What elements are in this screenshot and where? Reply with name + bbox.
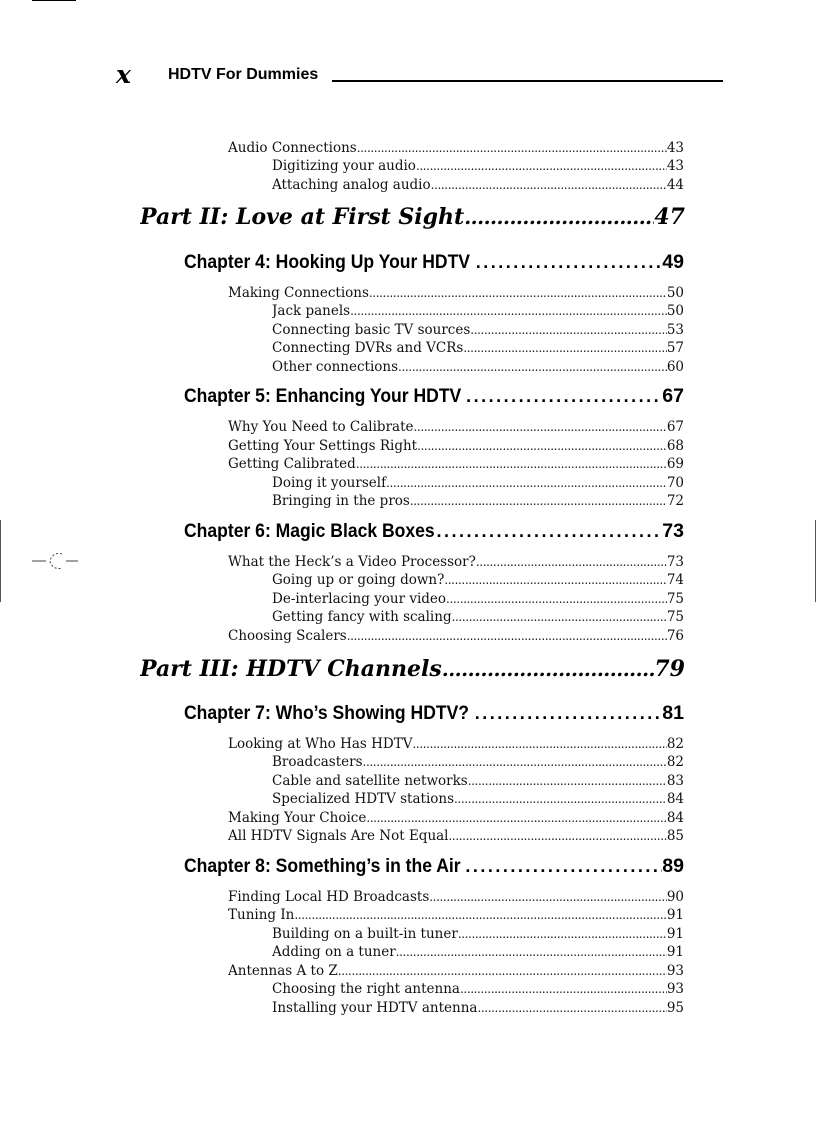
toc-entry[interactable]: Getting fancy with scaling ..... 75: [272, 608, 684, 626]
toc-entry[interactable]: Making Your Choice ..... 84: [228, 809, 684, 827]
page-header: [116, 62, 723, 88]
toc-entry[interactable]: Broadcasters ..... 82: [272, 753, 684, 771]
toc-entry[interactable]: Building on a built-in tuner ..... 91: [272, 925, 684, 943]
toc-entry[interactable]: Attaching analog audio ..... 44: [272, 176, 684, 194]
toc-entry[interactable]: Bringing in the pros ..... 72: [272, 492, 684, 510]
toc-entry[interactable]: Connecting basic TV sources ..... 53: [272, 321, 684, 339]
toc-entry[interactable]: Other connections ..... 60: [272, 358, 684, 376]
toc-entry[interactable]: Connecting DVRs and VCRs ..... 57: [272, 339, 684, 357]
crop-mark-left: [0, 520, 1, 602]
toc-chapter-heading[interactable]: Chapter 8: Something’s in the Air ..... 89: [184, 854, 684, 878]
toc-entry[interactable]: Doing it yourself ..... 70: [272, 474, 684, 492]
toc-entry[interactable]: Antennas A to Z ..... 93: [228, 962, 684, 980]
toc-entry[interactable]: De-interlacing your video ..... 75: [272, 590, 684, 608]
toc-chapter-heading[interactable]: Chapter 7: Who’s Showing HDTV? ..... 81: [184, 701, 684, 725]
toc-entry[interactable]: Why You Need to Calibrate ..... 67: [228, 418, 684, 436]
crop-mark-top: [32, 0, 76, 1]
toc-entry[interactable]: Jack panels ..... 50: [272, 302, 684, 320]
toc-entry[interactable]: Adding on a tuner ..... 91: [272, 943, 684, 961]
toc-chapter-heading[interactable]: Chapter 5: Enhancing Your HDTV ..... 67: [184, 384, 684, 408]
toc-entry[interactable]: Making Connections ..... 50: [228, 284, 684, 302]
toc-entry[interactable]: Specialized HDTV stations ..... 84: [272, 790, 684, 808]
toc-part-heading[interactable]: Part II: Love at First Sight ..... 47: [140, 203, 685, 231]
toc-entry[interactable]: Audio Connections ..... 43: [228, 139, 684, 157]
toc-chapter-heading[interactable]: Chapter 4: Hooking Up Your HDTV ..... 49: [184, 250, 684, 274]
toc-entry[interactable]: Installing your HDTV antenna ..... 95: [272, 999, 684, 1017]
toc-entry[interactable]: Getting Calibrated ..... 69: [228, 455, 684, 473]
toc-entry[interactable]: Cable and satellite networks ..... 83: [272, 772, 684, 790]
toc-chapter-heading[interactable]: Chapter 6: Magic Black Boxes ..... 73: [184, 519, 684, 543]
toc-entry[interactable]: Digitizing your audio ..... 43: [272, 157, 684, 175]
toc-entry[interactable]: Choosing Scalers ..... 76: [228, 627, 684, 645]
toc-entry[interactable]: All HDTV Signals Are Not Equal ..... 85: [228, 827, 684, 845]
toc-entry[interactable]: Tuning In ..... 91: [228, 906, 684, 924]
toc-part-heading[interactable]: Part III: HDTV Channels ..... 79: [140, 655, 685, 683]
toc-entry[interactable]: Going up or going down? ..... 74: [272, 571, 684, 589]
header-rule: [332, 80, 723, 82]
page-number: x: [116, 60, 131, 89]
toc-entry[interactable]: Choosing the right antenna ..... 93: [272, 980, 684, 998]
toc-entry[interactable]: Finding Local HD Broadcasts ..... 90: [228, 888, 684, 906]
toc-entry[interactable]: Looking at Who Has HDTV ..... 82: [228, 735, 684, 753]
registration-mark-icon: [32, 549, 78, 573]
toc-entry[interactable]: What the Heck’s a Video Processor? ..... 73: [228, 553, 684, 571]
book-title: HDTV For Dummies: [168, 66, 319, 83]
toc-entry[interactable]: Getting Your Settings Right ..... 68: [228, 437, 684, 455]
